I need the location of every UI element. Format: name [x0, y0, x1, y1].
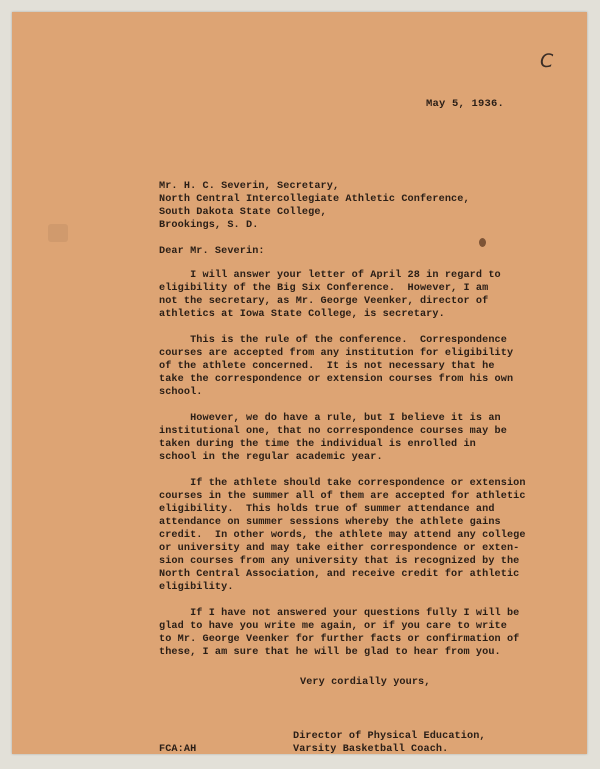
faint-stamp [48, 224, 68, 242]
body-line: eligibility of the Big Six Conference. However, I am [159, 283, 489, 294]
body-line: not the secretary, as Mr. George Veenker, director of [159, 296, 489, 307]
body-line: credit. In other words, the athlete may attend any college [159, 530, 526, 541]
signature-title-2: Varsity Basketball Coach. [293, 744, 449, 755]
body-line: these, I am sure that he will be glad to hear from you. [159, 647, 501, 658]
body-line: school. [159, 387, 203, 398]
salutation: Dear Mr. Severin: [159, 246, 265, 257]
corner-mark: C [540, 50, 554, 72]
body-line: attendance on summer sessions whereby the athlete gains [159, 517, 501, 528]
body-line: However, we do have a rule, but I believe it is an [159, 413, 501, 424]
body-line: or university and may take either correspondence or exten- [159, 543, 520, 554]
body-line: eligibility. [159, 582, 234, 593]
address-line-name: Mr. H. C. Severin, Secretary, [159, 181, 340, 192]
body-line: to Mr. George Veenker for further facts or confirmation of [159, 634, 520, 645]
address-line-org: North Central Intercollegiate Athletic Conference, [159, 194, 470, 205]
letter-page [12, 12, 587, 754]
body-line: of the athlete concerned. It is not necessary that he [159, 361, 495, 372]
signature-title-1: Director of Physical Education, [293, 731, 486, 742]
body-line: courses in the summer all of them are accepted for athletic [159, 491, 526, 502]
body-line: institutional one, that no correspondence courses may be [159, 426, 507, 437]
letter-date: May 5, 1936. [426, 98, 505, 110]
ink-spot [479, 238, 486, 247]
body-line: eligibility. This holds true of summer attendance and [159, 504, 495, 515]
body-line: I will answer your letter of April 28 in regard to [159, 270, 501, 281]
body-line: If I have not answered your questions fully I will be [159, 608, 520, 619]
body-line: athletics at Iowa State College, is secretary. [159, 309, 445, 320]
body-line: taken during the time the individual is enrolled in [159, 439, 476, 450]
address-line-college: South Dakota State College, [159, 207, 327, 218]
address-line-city: Brookings, S. D. [159, 220, 259, 231]
body-line: North Central Association, and receive credit for athletic [159, 569, 520, 580]
body-line: This is the rule of the conference. Correspondence [159, 335, 507, 346]
body-line: take the correspondence or extension courses from his own [159, 374, 514, 385]
typist-initials: FCA:AH [159, 744, 197, 755]
closing: Very cordially yours, [300, 677, 431, 688]
body-line: glad to have you write me again, or if you care to write [159, 621, 507, 632]
body-line: courses are accepted from any institution for eligibility [159, 348, 514, 359]
body-line: If the athlete should take correspondence or extension [159, 478, 526, 489]
body-line: sion courses from any university that is recognized by the [159, 556, 520, 567]
body-line: school in the regular academic year. [159, 452, 383, 463]
